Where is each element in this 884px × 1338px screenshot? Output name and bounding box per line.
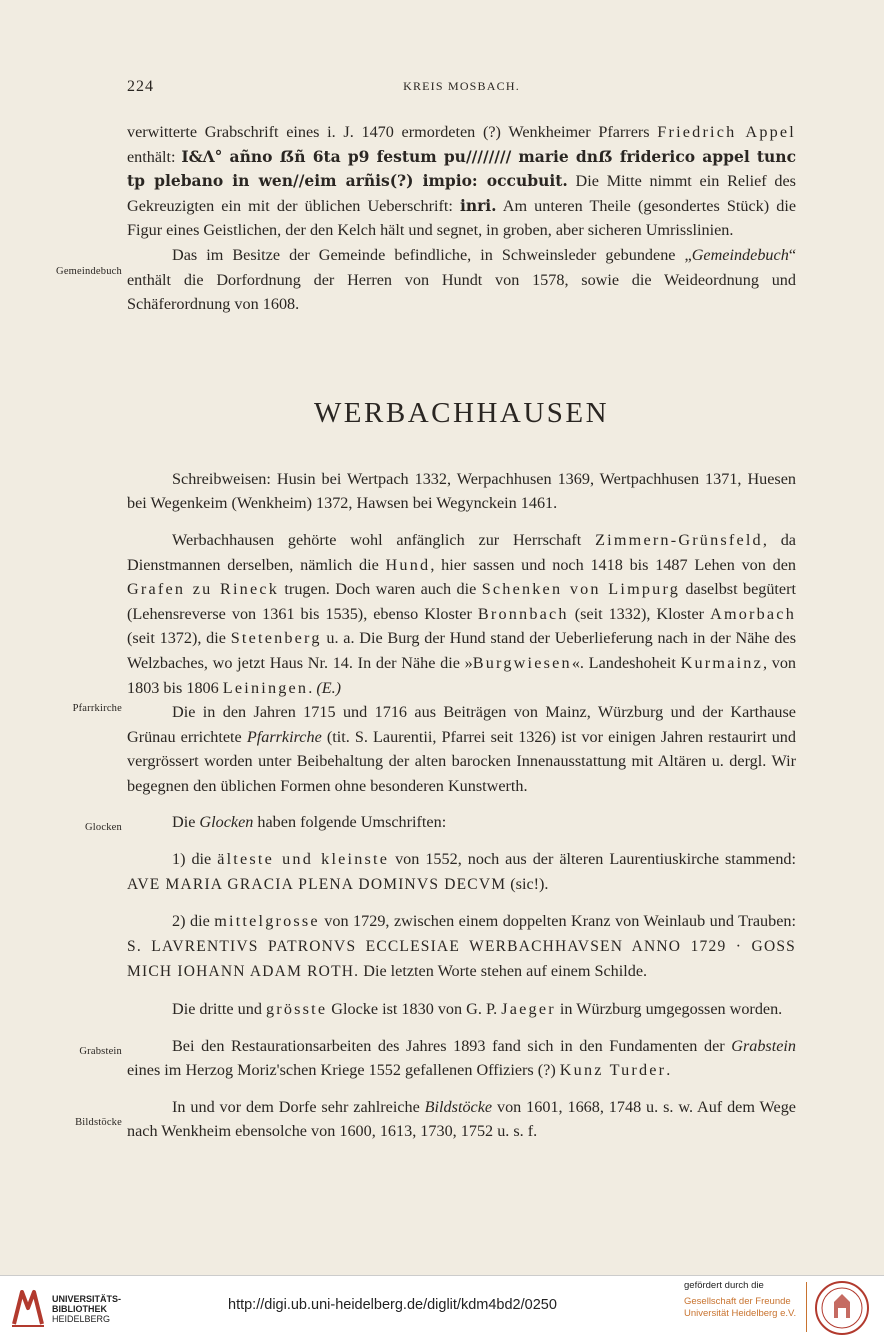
footer-divider: [806, 1282, 807, 1332]
page-header: [127, 78, 796, 100]
margin-note-pfarrkirche: Pfarrkirche: [72, 703, 122, 714]
bell-inscription-1: AVE MARIA GRACIA PLENA DOMINVS DECVM: [127, 875, 507, 893]
university-library-logo-icon[interactable]: [8, 1286, 48, 1330]
margin-note-gemeindebuch: Gemeindebuch: [56, 266, 122, 277]
university-library-name: UNIVERSITÄTS- BIBLIOTHEK HEIDELBERG: [52, 1294, 122, 1324]
page-number: 224: [127, 78, 154, 95]
paragraph-glocken: Die Glocken haben folgende Umschriften:: [172, 813, 447, 832]
paragraph-schreibweisen: Schreibweisen: Husin bei Wertpach 1332, Werpachhusen 1369, Wertpachhusen 1371, Huesen bei Wegenkeim (Wenkheim) 1372, Hawsen bei Wegynckein 1461.: [127, 469, 796, 513]
university-seal-icon[interactable]: [814, 1280, 870, 1336]
paragraph-grabstein: Bei den Restaurationsarbeiten des Jahres 1893 fand sich in den Fundamenten der Grabstein eines im Herzog Moriz'schen Kriege 1552 gefallenen Offiziers (?) Kunz Turder.: [127, 1036, 796, 1080]
section-title: WERBACHHAUSEN: [313, 396, 610, 429]
paragraph-glocke-1: 1) die älteste und kleinste von 1552, noch aus der älteren Laurentiuskirche stammend: AVE MARIA GRACIA PLENA DOMINVS DECVM (sic!).: [127, 850, 797, 893]
viewer-footer: [0, 1275, 884, 1338]
name-spaced: Friedrich Appel: [657, 123, 796, 141]
paragraph-pfarrkirche: Die in den Jahren 1715 und 1716 aus Beiträgen von Mainz, Würzburg und der Karthause Grünau errichtete Pfarrkirche (tit. S. Laurentii, Pfarrei seit 1326) ist vor einigen Jahren restaurirt und vergrössert worden unter Beibehaltung der alten barocken Innenausstattung mit Altären u. dergl. Wir begegnen den üblichen Formen ohne besonderen Kunstwerth.: [127, 703, 796, 795]
sponsor-name[interactable]: Gesellschaft der Freunde Universität Heidelberg e.V.: [684, 1296, 797, 1319]
body-text: [127, 120, 796, 1144]
paragraph-glocke-2: 2) die mittelgrosse von 1729, zwischen einem doppelten Kranz von Weinlaub und Trauben: S. LAVRENTIVS PATRONVS ECCLESIAE WERBACHHAVSEN ANNO 1729 · GOSS MICH IOHANN ADAM ROTH. Die letzten Worte stehen auf einem Schilde.: [127, 912, 796, 981]
margin-note-bildstoecke: Bildstöcke: [75, 1117, 122, 1128]
running-title: KREIS MOSBACH.: [403, 79, 520, 93]
paragraph-bildstoecke: In und vor dem Dorfe sehr zahlreiche Bildstöcke von 1601, 1668, 1748 u. s. w. Auf dem Wege nach Wenkheim ebensolche von 1600, 1613, 1730, 1752 u. s. f.: [127, 1097, 796, 1141]
paragraph-glocke-3: Die dritte und grösste Glocke ist 1830 von G. P. Jaeger in Würzburg umgegossen worden.: [172, 1000, 783, 1019]
paragraph-geschichte: Werbachhausen gehörte wohl anfänglich zur Herrschaft Zimmern-Grünsfeld, da Dienstmannen derselben, nämlich die Hund, hier sassen und noch 1418 bis 1487 Lehen von den Grafen zu Rineck trugen. Doch waren auch die Schenken von Limpurg daselbst begütert (Lehensreverse von 1361 bis 1535), ebenso Kloster Bronnbach (seit 1332), Kloster Amorbach (seit 1372), die Stetenberg u. a. Die Burg der Hund stand der Ueberlieferung nach in der Nähe des Welzbaches, wo jetzt Haus Nr. 14. In der Nähe die »Burgwiesen«. Landeshoheit Kurmainz, von 1803 bis 1806 Leiningen. (E.): [127, 530, 797, 697]
margin-note-glocken: Glocken: [85, 822, 122, 833]
sponsor-lead: gefördert durch die: [684, 1280, 764, 1291]
fraktur-inscription: I&Λ° añno ẞñ 6ta p9 festum pu//////// marie dnẞ friderico appel tunc tp plebano in wen//eim arñis(?) impio: occubuit.: [127, 146, 797, 191]
margin-note-grabstein: Grabstein: [79, 1046, 122, 1057]
paragraph-grabschrift: verwitterte Grabschrift eines i. J. 1470 ermordeten (?) Wenkheimer Pfarrers Friedrich Appel enthält: I&Λ° añno ẞñ 6ta p9 festum pu//////// marie dnẞ friderico appel tunc tp plebano in wen//eim arñis(?) impio: occubuit. Die Mitte nimmt ein Relief des Gekreuzigten ein mit der üblichen Ueberschrift: inri. Am unteren Theile (gesondertes Stück) die Figur eines Geistlichen, der den Kelch hält und segnet, in groben, aber sicheren Umrisslinien.: [127, 123, 797, 240]
bell-inscription-2: S. LAVRENTIVS PATRONVS ECCLESIAE WERBACHHAVSEN ANNO 1729 · GOSS MICH IOHANN ADAM ROTH.: [127, 937, 796, 981]
permalink-url[interactable]: http://digi.ub.uni-heidelberg.de/diglit/kdm4bd2/0250: [228, 1297, 557, 1313]
fraktur-inri: inri.: [459, 195, 497, 215]
paragraph-gemeindebuch: Das im Besitze der Gemeinde befindliche, in Schweinsleder gebundene „Gemeindebuch“ enthält die Dorfordnung der Herren von Hundt von 1578, sowie die Weideordnung und Schäferordnung von 1608.: [127, 245, 796, 314]
